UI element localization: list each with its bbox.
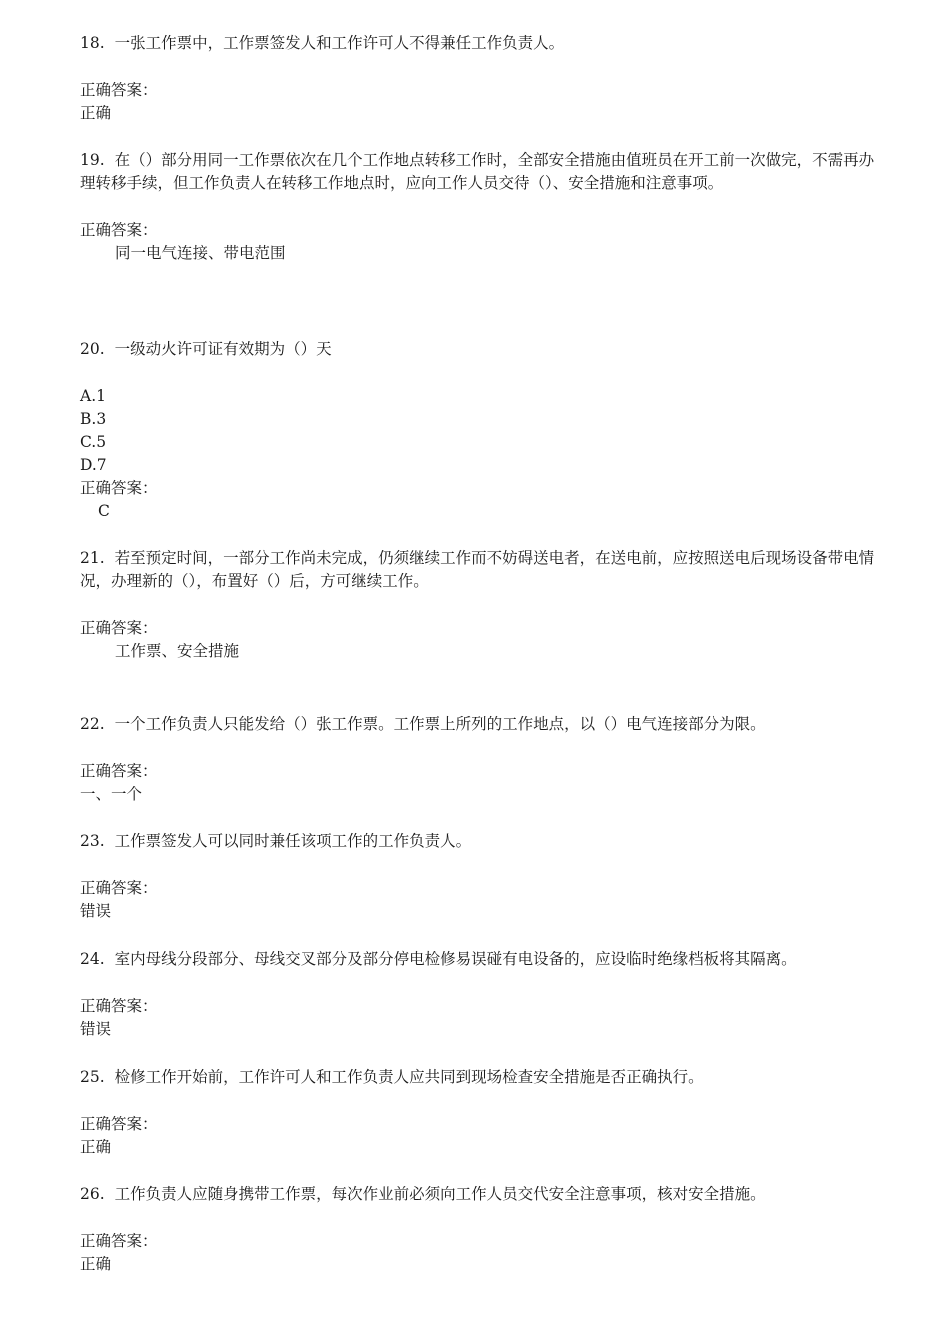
answer-value: 错误: [80, 902, 112, 920]
answer-value: 工作票、安全措施: [115, 642, 240, 660]
question-number: 26.: [80, 1185, 105, 1203]
answer-label: 正确答案：: [80, 997, 158, 1015]
answer-value: 错误: [80, 1020, 112, 1038]
question-number: 18.: [80, 34, 105, 52]
question-text: [80, 1066, 880, 1089]
question-body: 工作负责人应随身携带工作票，每次作业前必须向工作人员交代安全注意事项，核对安全措施。: [114, 1185, 766, 1203]
question-number: 23.: [80, 832, 105, 850]
question-20: [80, 338, 880, 523]
question-text: [80, 32, 880, 55]
question-text: [80, 830, 880, 853]
question-body: 一个工作负责人只能发给（）张工作票。工作票上所列的工作地点，以（）电气连接部分为限。: [114, 715, 766, 733]
option-a: A.1: [80, 387, 106, 405]
option-list: [80, 385, 880, 477]
option-d: D.7: [80, 456, 107, 474]
question-body: 室内母线分段部分、母线交叉部分及部分停电检修易误碰有电设备的，应设临时绝缘档板将其隔离。: [114, 950, 797, 968]
question-body: 在（）部分用同一工作票依次在几个工作地点转移工作时，全部安全措施由值班员在开工前一次做完，不需再办理转移手续，但工作负责人在转移工作地点时，应向工作人员交待（）、安全措施和注意事项。: [80, 151, 875, 192]
answer-label: 正确答案：: [80, 1115, 158, 1133]
answer-value: C: [98, 502, 110, 520]
answer-label: 正确答案：: [80, 762, 158, 780]
question-number: 19.: [80, 151, 105, 169]
question-number: 24.: [80, 950, 105, 968]
question-24: [80, 948, 880, 1041]
question-number: 22.: [80, 715, 105, 733]
question-18: [80, 32, 880, 125]
question-text: [80, 1183, 880, 1206]
answer-label: 正确答案：: [80, 1232, 158, 1250]
question-body: 工作票签发人可以同时兼任该项工作的工作负责人。: [114, 832, 472, 850]
answer-label: 正确答案：: [80, 619, 158, 637]
question-body: 检修工作开始前，工作许可人和工作负责人应共同到现场检查安全措施是否正确执行。: [114, 1068, 704, 1086]
question-23: [80, 830, 880, 923]
question-text: [80, 948, 900, 971]
question-number: 21.: [80, 549, 105, 567]
question-text: [80, 547, 880, 593]
option-b: B.3: [80, 410, 107, 428]
question-21: [80, 547, 880, 663]
question-25: [80, 1066, 880, 1159]
option-c: C.5: [80, 433, 107, 451]
answer-label: 正确答案：: [80, 879, 158, 897]
question-text: [80, 338, 880, 361]
answer-label: 正确答案：: [80, 81, 158, 99]
answer-value: 同一电气连接、带电范围: [115, 244, 286, 262]
question-number: 25.: [80, 1068, 105, 1086]
question-26: [80, 1183, 880, 1276]
question-text: [80, 149, 880, 195]
question-19: [80, 149, 880, 265]
question-body: 一级动火许可证有效期为（）天: [114, 340, 332, 358]
answer-value: 正确: [80, 104, 112, 122]
answer-label: 正确答案：: [80, 221, 158, 239]
question-body: 一张工作票中，工作票签发人和工作许可人不得兼任工作负责人。: [114, 34, 565, 52]
answer-value: 正确: [80, 1255, 112, 1273]
question-body: 若至预定时间，一部分工作尚未完成，仍须继续工作而不妨碍送电者，在送电前，应按照送电后现场设备带电情况，办理新的（），布置好（）后，方可继续工作。: [80, 549, 875, 590]
answer-label: 正确答案：: [80, 479, 158, 497]
answer-value: 正确: [80, 1138, 112, 1156]
question-number: 20.: [80, 340, 105, 358]
answer-value: 一、一个: [80, 785, 143, 803]
question-text: [80, 713, 880, 736]
question-22: [80, 713, 880, 806]
